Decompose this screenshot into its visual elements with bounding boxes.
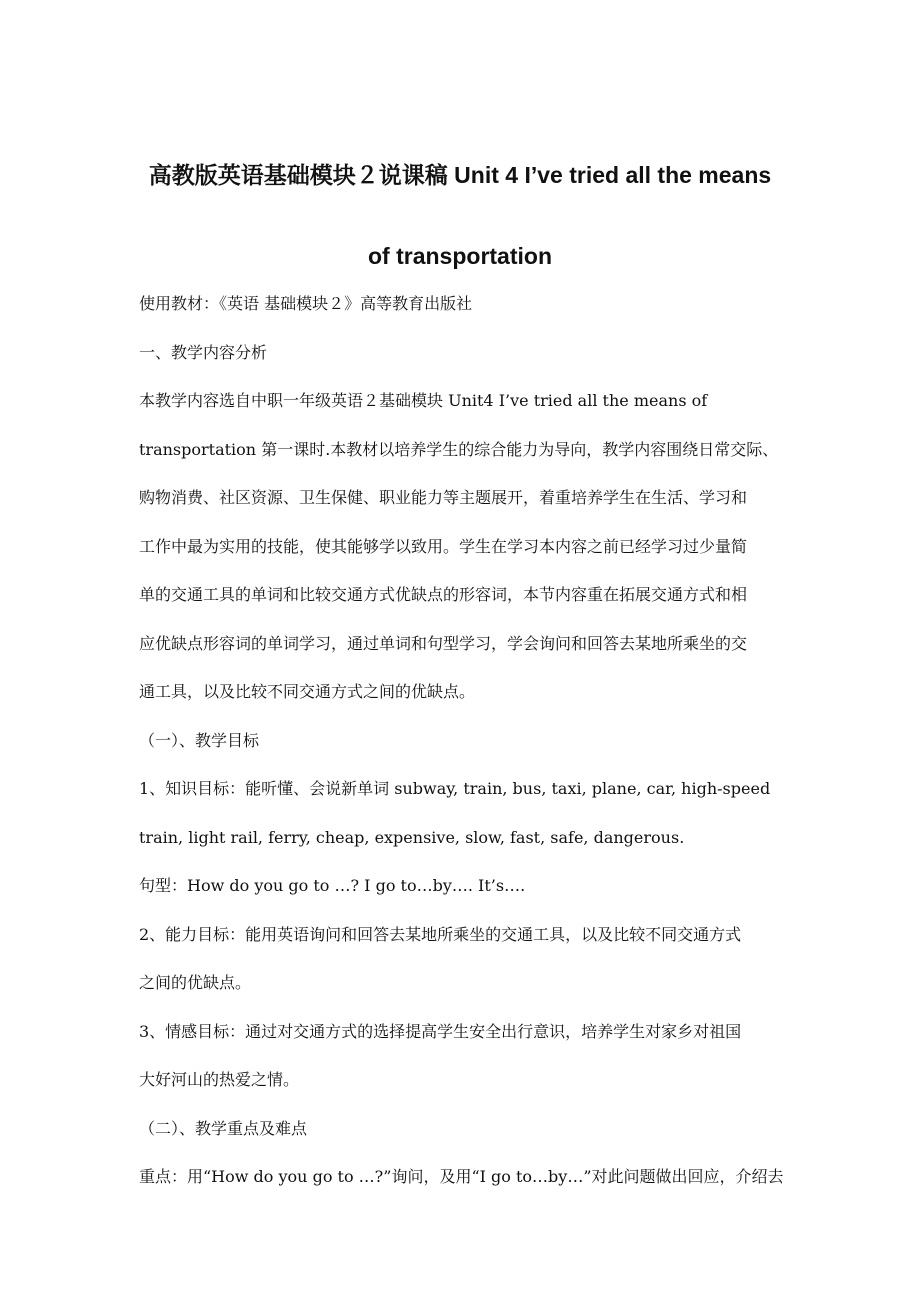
emotion-goal-line: 3、情感目标：通过对交通方式的选择提高学生安全出行意识，培养学生对家乡对祖国 bbox=[139, 1021, 742, 1041]
paragraph-line: 购物消费、社区资源、卫生保健、职业能力等主题展开，着重培养学生在生活、学习和 bbox=[139, 488, 748, 507]
ability-goal-line: 2、能力目标：能用英语询问和回答去某地所乘坐的交通工具，以及比较不同交通方式 bbox=[139, 924, 742, 944]
ability-goal-line: 之间的优缺点。 bbox=[139, 973, 252, 992]
knowledge-goal-line: 1、知识目标：能听懂、会说新单词 subway, train, bus, taxi, plane, car, high-speed bbox=[139, 779, 771, 798]
key-point-line: 重点：用“How do you go to …?”询问，及用“I go to…by…”对此问题做出回应，介绍去 bbox=[139, 1167, 784, 1186]
subheading-teaching-goals: （一）、教学目标 bbox=[139, 730, 260, 750]
subheading-key-points: （二）、教学重点及难点 bbox=[139, 1118, 308, 1138]
emotion-goal-line: 大好河山的热爱之情。 bbox=[139, 1070, 300, 1089]
textbook-line: 使用教材：《英语 基础模块２》高等教育出版社 bbox=[139, 294, 473, 313]
section-heading-content-analysis: 一、教学内容分析 bbox=[139, 342, 268, 362]
paragraph-line: 应优缺点形容词的单词学习，通过单词和句型学习，学会询问和回答去某地所乘坐的交 bbox=[139, 633, 748, 653]
paragraph-line: 通工具，以及比较不同交通方式之间的优缺点。 bbox=[139, 682, 476, 701]
document-title-line-1: 高教版英语基础模块２说课稿 Unit 4 I’ve tried all the means bbox=[148, 162, 772, 188]
paragraph-line: 本教学内容选自中职一年级英语２基础模块 Unit4 I’ve tried all the means of bbox=[139, 391, 708, 410]
document-title-line-2: of transportation bbox=[368, 243, 552, 269]
paragraph-line: transportation 第一课时.本教材以培养学生的综合能力为导向，教学内容围绕日常交际、 bbox=[139, 439, 779, 459]
paragraph-line: 单的交通工具的单词和比较交通方式优缺点的形容词，本节内容重在拓展交通方式和相 bbox=[139, 585, 748, 604]
sentence-pattern-line: 句型：How do you go to …? I go to…by…. It’s…. bbox=[139, 876, 526, 895]
document-body bbox=[139, 280, 784, 1202]
paragraph-line: 工作中最为实用的技能，使其能够学以致用。学生在学习本内容之前已经学习过少量简 bbox=[139, 536, 748, 556]
knowledge-goal-line: train, light rail, ferry, cheap, expensive, slow, fast, safe, dangerous. bbox=[139, 827, 685, 847]
